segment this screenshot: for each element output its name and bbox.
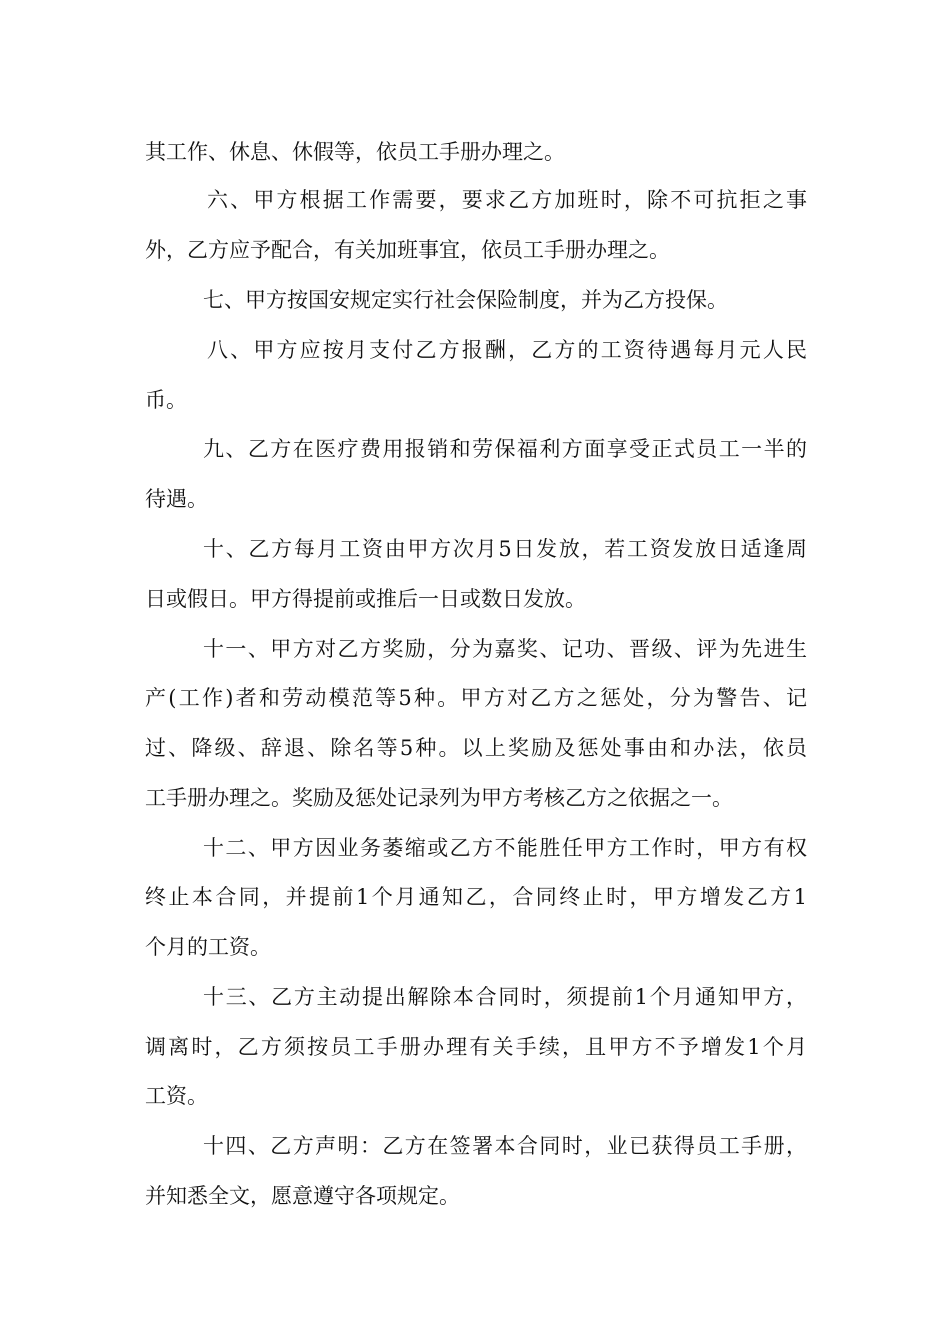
text-line: 日或假日。甲方得提前或推后一日或数日发放。 [145, 587, 586, 611]
text-line: 十二、甲方因业务萎缩或乙方不能胜任甲方工作时，甲方有权 [203, 836, 807, 860]
text-line: 并知悉全文，愿意遵守各项规定。 [145, 1184, 460, 1208]
text-line: 十一、甲方对乙方奖励，分为嘉奖、记功、晋级、评为先进生 [203, 637, 807, 661]
text-line: 十四、乙方声明：乙方在签署本合同时，业已获得员工手册， [203, 1134, 807, 1158]
text-line: 外，乙方应予配合，有关加班事宜，依员工手册办理之。 [145, 238, 670, 262]
text-line: 个月的工资。 [145, 935, 271, 959]
text-line: 九、乙方在医疗费用报销和劳保福利方面享受正式员工一半的 [203, 437, 807, 461]
text-line: 过、降级、辞退、除名等5种。以上奖励及惩处事由和办法，依员 [145, 736, 807, 760]
text-line: 调离时，乙方须按员工手册办理有关手续，且甲方不予增发1个月 [145, 1035, 807, 1059]
text-line: 六、甲方根据工作需要，要求乙方加班时，除不可抗拒之事 [207, 188, 807, 212]
text-line: 其工作、休息、休假等，依员工手册办理之。 [145, 140, 565, 164]
text-line: 币。 [145, 388, 187, 412]
text-line: 终止本合同，并提前1个月通知乙，合同终止时，甲方增发乙方1 [145, 885, 807, 909]
text-line: 工资。 [145, 1084, 208, 1108]
text-line: 八、甲方应按月支付乙方报酬，乙方的工资待遇每月元人民 [207, 338, 807, 362]
text-line: 产(工作)者和劳动模范等5种。甲方对乙方之惩处，分为警告、记 [145, 686, 807, 710]
text-line: 工手册办理之。奖励及惩处记录列为甲方考核乙方之依据之一。 [145, 786, 733, 810]
text-line: 十三、乙方主动提出解除本合同时，须提前1个月通知甲方， [203, 985, 807, 1009]
text-line: 待遇。 [145, 487, 208, 511]
text-line: 七、甲方按国安规定实行社会保险制度，并为乙方投保。 [203, 288, 728, 312]
text-line: 十、乙方每月工资由甲方次月5日发放，若工资发放日适逢周 [203, 537, 807, 561]
